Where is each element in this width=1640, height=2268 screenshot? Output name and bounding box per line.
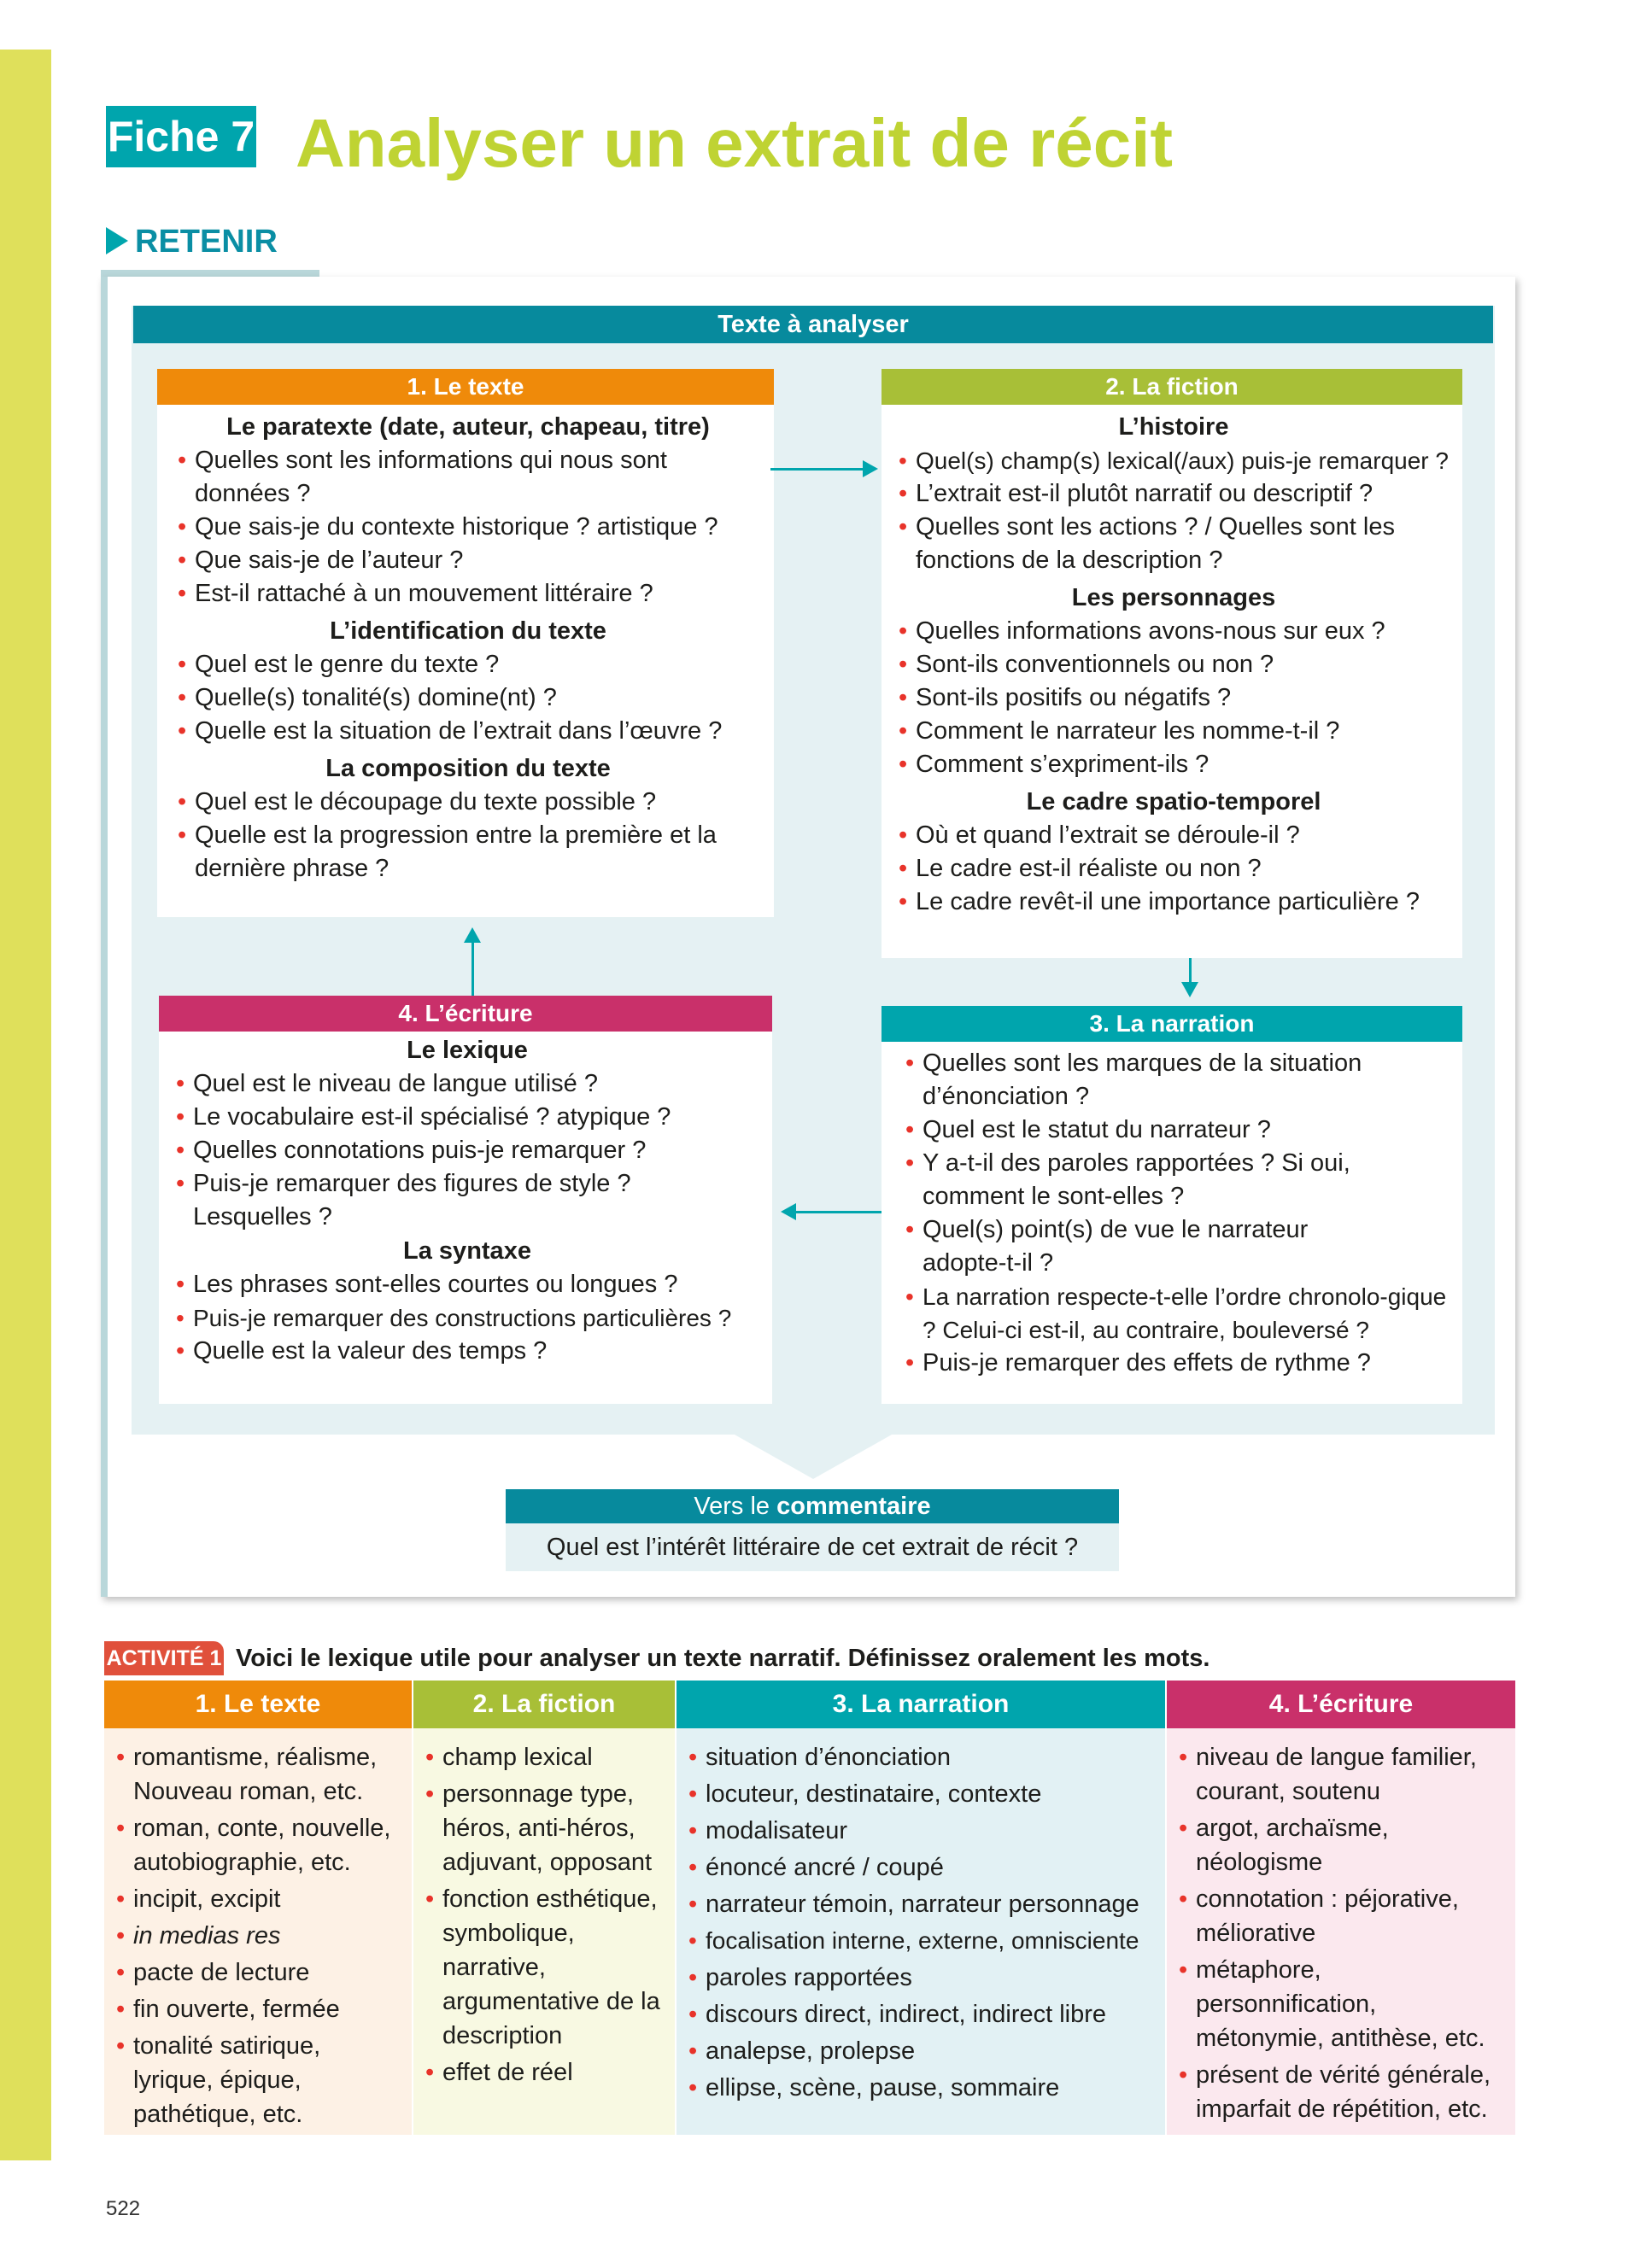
lexique-item: • incipit, excipit (114, 1882, 401, 1916)
question-item: • Quel(s) champ(s) lexical(/aux) puis-je remarquer ? (897, 444, 1450, 477)
lexique-item: • discours direct, indirect, indirect libre (687, 1997, 1155, 2031)
lexique-item: • champ lexical (424, 1740, 665, 1774)
question-item: • Comment le narrateur les nomme-t-il ? (897, 715, 1450, 748)
question-item: • Que sais-je du contexte historique ? artistique ? (176, 511, 760, 544)
lexique-item: • narrateur témoin, narrateur personnage (687, 1887, 1155, 1921)
question-list (176, 444, 760, 611)
box-le-texte (157, 369, 774, 917)
question-item: • Comment s’expriment-ils ? (897, 748, 1450, 781)
arrow-texte-to-fiction (770, 468, 864, 471)
question-item: • Y a-t-il des paroles rapportées ? Si oui, comment le sont-elles ? (904, 1147, 1450, 1213)
commentaire-bold: commentaire (776, 1493, 931, 1520)
question-item: • Quelles sont les marques de la situation d’énonciation ? (904, 1047, 1450, 1114)
lexique-column (104, 1728, 412, 2135)
commentaire-prefix: Vers le (694, 1493, 770, 1520)
question-item: • Quelles connotations puis-je remarquer ? (174, 1134, 760, 1167)
lexique-item: • niveau de langue familier, courant, soutenu (1177, 1740, 1505, 1809)
commentaire-banner (506, 1489, 1119, 1523)
question-item: • Quelles sont les actions ? / Quelles sont les fonctions de la description ? (897, 511, 1450, 577)
lexique-item: • argot, archaïsme, néologisme (1177, 1811, 1505, 1879)
question-list (174, 1067, 760, 1234)
arrow-down-icon (1181, 982, 1198, 997)
lexique-item: • romantisme, réalisme, Nouveau roman, etc. (114, 1740, 401, 1809)
commentaire-question: Quel est l’intérêt littéraire de cet extrait de récit ? (506, 1523, 1119, 1571)
lexique-item: • énoncé ancré / coupé (687, 1850, 1155, 1885)
diagram-title: Texte à analyser (133, 306, 1493, 343)
question-item: • Quel est le découpage du texte possible ? (176, 786, 760, 819)
play-triangle-icon (106, 227, 128, 254)
question-item: • L’extrait est-il plutôt narratif ou descriptif ? (897, 477, 1450, 511)
question-list (176, 786, 760, 886)
lexique-item: • modalisateur (687, 1814, 1155, 1848)
question-item: • Quel est le genre du texte ? (176, 648, 760, 681)
question-item: • Quel(s) point(s) de vue le narrateur adopte-t-il ? (904, 1213, 1450, 1280)
question-item: • Quelle est la progression entre la première et la dernière phrase ? (176, 819, 760, 886)
section-heading: La syntaxe (403, 1237, 531, 1265)
activite-instruction: Voici le lexique utile pour analyser un texte narratif. Définissez oralement les mots. (236, 1645, 1210, 1672)
lexique-item-italic: in medias res (133, 1922, 281, 1949)
lexique-column (413, 1728, 675, 2135)
question-item: • Puis-je remarquer des effets de rythme ? (904, 1347, 1450, 1380)
section-heading: Les personnages (1071, 584, 1276, 611)
box-le-texte-title: 1. Le texte (157, 369, 774, 405)
lexique-item: • pacte de lecture (114, 1955, 401, 1990)
arrow-narration-to-ecriture (796, 1211, 882, 1213)
section-heading: L’identification du texte (330, 617, 606, 645)
question-item: • Quel est le niveau de langue utilisé ? (174, 1067, 760, 1101)
retenir-underline (101, 270, 319, 277)
lexique-list (1177, 1740, 1505, 2126)
diagram-pointer (735, 1435, 892, 1479)
question-item: • Sont-ils positifs ou négatifs ? (897, 681, 1450, 715)
question-item: • Le vocabulaire est-il spécialisé ? atypique ? (174, 1101, 760, 1134)
lexique-item: • fonction esthétique, symbolique, narrative, argumentative de la description (424, 1882, 665, 2053)
box-l-ecriture (159, 996, 772, 1404)
lexique-item: • fin ouverte, fermée (114, 1992, 401, 2026)
question-list (904, 1047, 1450, 1380)
question-item: • Sont-ils conventionnels ou non ? (897, 648, 1450, 681)
lexique-item: • situation d’énonciation (687, 1740, 1155, 1774)
question-list (174, 1268, 760, 1368)
retenir-heading (106, 220, 278, 263)
question-item: • Quelle(s) tonalité(s) domine(nt) ? (176, 681, 760, 715)
question-list (897, 819, 1450, 919)
arrow-left-icon (781, 1203, 796, 1220)
arrow-fiction-to-narration (1189, 958, 1192, 984)
page-sidebar (0, 50, 51, 2160)
lexique-item: • personnage type, héros, anti-héros, adjuvant, opposant (424, 1777, 665, 1879)
lexique-item: • paroles rapportées (687, 1961, 1155, 1995)
lexique-item: • effet de réel (424, 2055, 665, 2090)
lexique-item (114, 1919, 401, 1953)
section-heading: La composition du texte (325, 755, 611, 782)
lexique-column-header: 3. La narration (676, 1681, 1165, 1728)
lexique-list (424, 1740, 665, 2090)
question-item: • Les phrases sont-elles courtes ou longues ? (174, 1268, 760, 1301)
question-item: • Puis-je remarquer des figures de style ? Lesquelles ? (174, 1167, 760, 1234)
lexique-item: • focalisation interne, externe, omnisciente (687, 1924, 1155, 1958)
page-number: 522 (106, 2197, 141, 2220)
lexique-list (114, 1740, 401, 2131)
question-list (897, 615, 1450, 781)
lexique-column-header: 1. Le texte (104, 1681, 412, 1728)
lexique-item: • roman, conte, nouvelle, autobiographie, etc. (114, 1811, 401, 1879)
question-item: • Que sais-je de l’auteur ? (176, 544, 760, 577)
section-heading: L’histoire (1118, 413, 1229, 441)
lexique-item: • connotation : péjorative, méliorative (1177, 1882, 1505, 1950)
fiche-badge: Fiche 7 (106, 106, 256, 167)
section-heading: Le cadre spatio-temporel (1026, 788, 1321, 815)
section-heading: Le paratexte (date, auteur, chapeau, titre) (226, 413, 710, 441)
question-item: • Le cadre est-il réaliste ou non ? (897, 852, 1450, 886)
question-item: • La narration respecte-t-elle l’ordre chronolo-gique ? Celui-ci est-il, au contraire, bouleversé ? (904, 1280, 1450, 1347)
question-item: • Le cadre revêt-il une importance particulière ? (897, 886, 1450, 919)
retenir-label: RETENIR (135, 224, 278, 260)
lexique-item: • analepse, prolepse (687, 2034, 1155, 2068)
question-list (176, 648, 760, 748)
lexique-item: • locuteur, destinataire, contexte (687, 1777, 1155, 1811)
question-item: • Quelles sont les informations qui nous sont données ? (176, 444, 760, 511)
question-item: • Puis-je remarquer des constructions particulières ? (174, 1301, 760, 1335)
question-item: • Où et quand l’extrait se déroule-il ? (897, 819, 1450, 852)
lexique-column (676, 1728, 1165, 2135)
lexique-item: • présent de vérité générale, imparfait de répétition, etc. (1177, 2058, 1505, 2126)
question-item: • Quelle est la valeur des temps ? (174, 1335, 760, 1368)
lexique-list (687, 1740, 1155, 2105)
box-la-fiction-title: 2. La fiction (882, 369, 1462, 405)
section-heading: Le lexique (407, 1037, 528, 1064)
lexique-item: • ellipse, scène, pause, sommaire (687, 2071, 1155, 2105)
box-la-fiction (882, 369, 1462, 958)
box-la-narration-title: 3. La narration (882, 1006, 1462, 1042)
activite-badge: ACTIVITÉ 1 (104, 1641, 224, 1675)
arrow-right-icon (863, 460, 878, 477)
question-item: • Quelles informations avons-nous sur eux ? (897, 615, 1450, 648)
lexique-item: • métaphore, personnification, métonymie, antithèse, etc. (1177, 1953, 1505, 2055)
question-item: • Quelle est la situation de l’extrait dans l’œuvre ? (176, 715, 760, 748)
lexique-column-header: 4. L’écriture (1167, 1681, 1515, 1728)
lexique-item: • tonalité satirique, lyrique, épique, pathétique, etc. (114, 2029, 401, 2131)
question-item: • Est-il rattaché à un mouvement littéraire ? (176, 577, 760, 611)
arrow-ecriture-to-texte (472, 941, 474, 996)
lexique-column-header: 2. La fiction (413, 1681, 675, 1728)
arrow-up-icon (464, 927, 481, 943)
question-item: • Quel est le statut du narrateur ? (904, 1114, 1450, 1147)
page-title: Analyser un extrait de récit (296, 105, 1174, 181)
box-la-narration (882, 1006, 1462, 1404)
lexique-column (1167, 1728, 1515, 2135)
box-l-ecriture-title: 4. L’écriture (159, 996, 772, 1032)
question-list (897, 444, 1450, 577)
